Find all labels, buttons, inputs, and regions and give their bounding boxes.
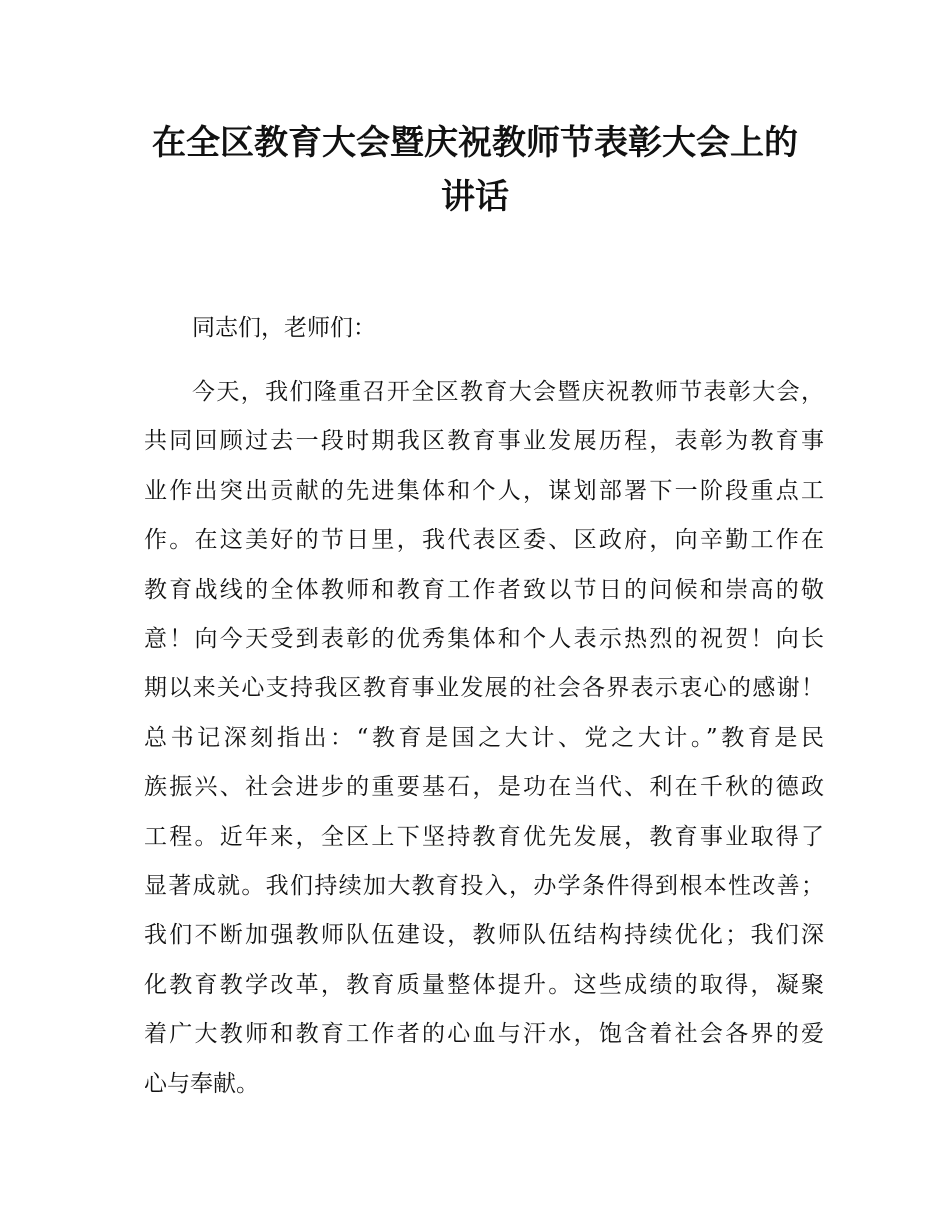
body-line: 工程。近年来，全区上下坚持教育优先发展，教育事业取得了: [144, 823, 824, 850]
body-line: 化教育教学改革，教育质量整体提升。这些成绩的取得，凝聚: [144, 971, 824, 998]
body-line: 族振兴、社会进步的重要基石，是功在当代、利在千秋的德政: [144, 774, 824, 801]
body-line: 着广大教师和教育工作者的心血与汗水，饱含着社会各界的爱: [144, 1021, 824, 1048]
body-line: 总书记深刻指出：“教育是国之大计、党之大计。”教育是民: [144, 724, 824, 751]
body-line: 作。在这美好的节日里，我代表区委、区政府，向辛勤工作在: [144, 527, 824, 554]
body-line: 心与奉献。: [144, 1070, 259, 1097]
title-line-1: 在全区教育大会暨庆祝教师节表彰大会上的: [152, 123, 798, 163]
body-line: 业作出突出贡献的先进集体和个人，谋划部署下一阶段重点工: [144, 477, 824, 504]
document-title: [120, 116, 830, 224]
body-line: 今天，我们隆重召开全区教育大会暨庆祝教师节表彰大会，: [192, 379, 824, 405]
greeting: 同志们，老师们：: [192, 315, 376, 341]
body-line: 显著成就。我们持续加大教育投入，办学条件得到根本性改善；: [144, 873, 824, 900]
body-line: 意！向今天受到表彰的优秀集体和个人表示热烈的祝贺！向长: [144, 626, 824, 653]
body-line: 教育战线的全体教师和教育工作者致以节日的问候和崇高的敬: [144, 576, 824, 603]
body-line: 我们不断加强教师队伍建设，教师队伍结构持续优化；我们深: [144, 922, 824, 949]
body-paragraph: [144, 368, 824, 1109]
title-line-2: 讲话: [441, 177, 509, 217]
body-line: 共同回顾过去一段时期我区教育事业发展历程，表彰为教育事: [144, 428, 824, 455]
body-line: 期以来关心支持我区教育事业发展的社会各界表示衷心的感谢！: [144, 675, 824, 702]
